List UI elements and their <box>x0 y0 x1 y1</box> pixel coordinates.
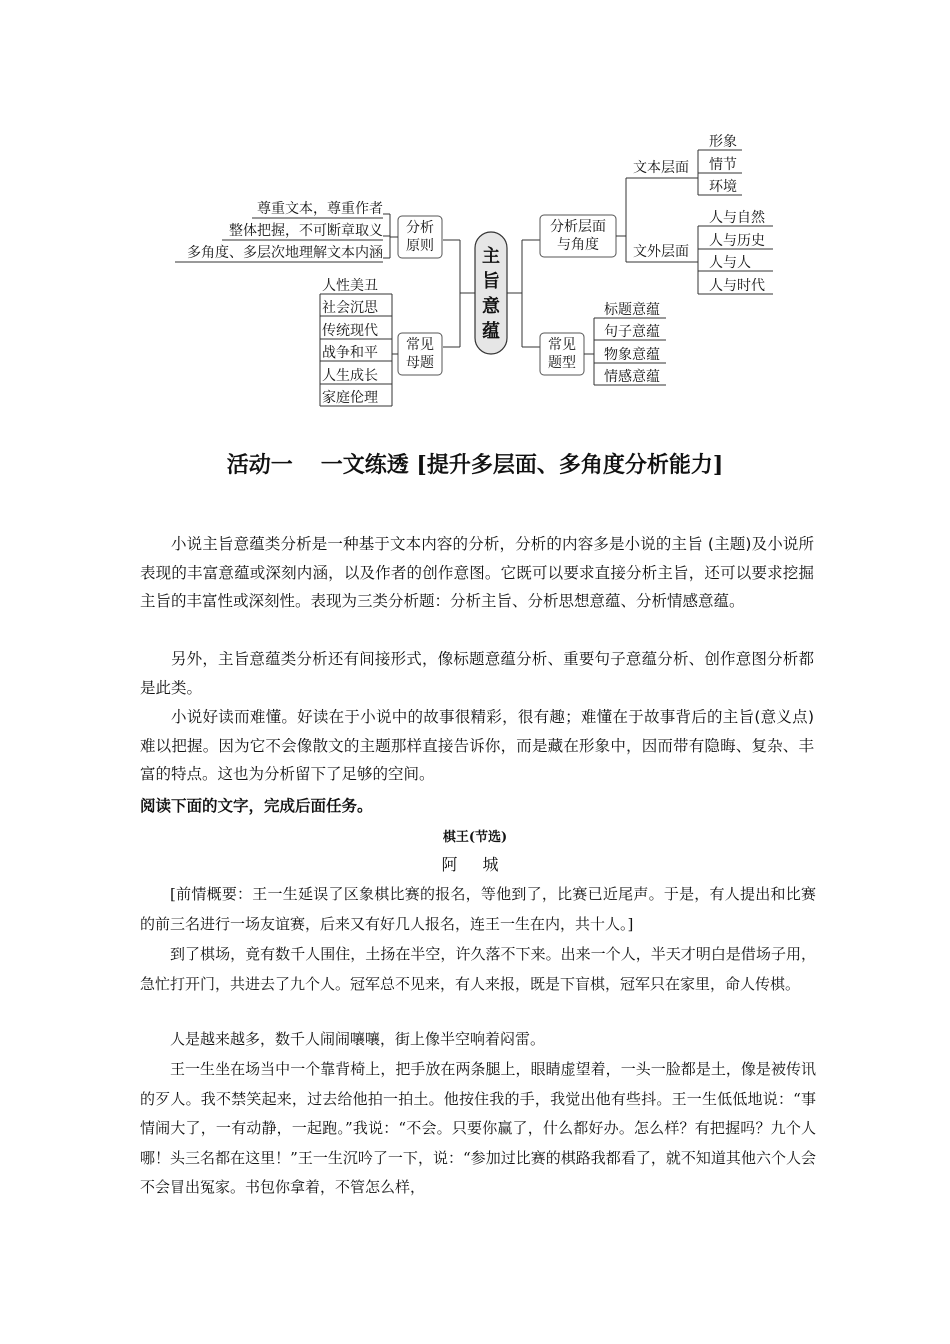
mindmap-center-char: 主 <box>482 246 500 267</box>
motif-item: 人生成长 <box>322 368 378 384</box>
passage-title: 棋王(节选) <box>442 830 508 845</box>
motifs-label: 常见 <box>406 337 434 353</box>
text-level-label: 文本层面 <box>633 160 689 176</box>
principle-item: 多角度、多层次地理解文本内涵 <box>187 245 383 261</box>
activity-heading <box>0 448 950 479</box>
story-paragraph: 人是越来越多，数千人闹闹嚷嚷，街上像半空响着闷雷。 <box>170 1030 546 1048</box>
intro-paragraph: 小说好读而难懂。好读在于小说中的故事很精彩，很有趣；难懂在于故事背后的主旨(意义点)难以把握。因为它不会像散文的主题那样直接告诉你，而是藏在形象中，因而带有隐晦、复杂、丰富的特点。这也为分析留下了足够的空间。 <box>140 708 814 783</box>
extra-level-item: 人与时代 <box>709 278 765 294</box>
motif-item: 家庭伦理 <box>322 390 378 406</box>
mind-map <box>0 0 950 420</box>
story-paragraph: [前情概要：王一生延误了区象棋比赛的报名，等他到了，比赛已近尾声。于是，有人提出和比赛的前三名进行一场友谊赛，后来又有好几人报名，连王一生在内，共十人。] <box>140 885 816 933</box>
question-types-label: 题型 <box>548 355 576 371</box>
extra-level-item: 人与人 <box>709 255 751 271</box>
mindmap-center-char: 意 <box>482 296 500 317</box>
question-type-item: 句子意蕴 <box>604 324 660 340</box>
activity-title: 一文练透 [提升多层面、多角度分析能力] <box>320 452 724 478</box>
question-type-item: 物象意蕴 <box>604 347 660 363</box>
principle-label: 分析 <box>406 220 434 236</box>
principle-item: 整体把握，不可断章取义 <box>229 223 383 239</box>
story-paragraph: 到了棋场，竟有数千人围住，土扬在半空，许久落不下来。出来一个人，半天才明白是借场子用，急忙打开门，共进去了九个人。冠军总不见来，有人来报，既是下盲棋，冠军只在家里，命人传棋。 <box>140 945 816 993</box>
levels-label: 与角度 <box>557 237 599 253</box>
levels-label: 分析层面 <box>550 219 606 235</box>
motif-item: 社会沉思 <box>322 300 378 316</box>
mindmap-center-char: 蕴 <box>482 321 500 342</box>
text-level-item: 环境 <box>709 179 737 195</box>
intro-paragraph: 另外，主旨意蕴类分析还有间接形式，像标题意蕴分析、重要句子意蕴分析、创作意图分析都是此类。 <box>140 650 814 697</box>
task-instruction: 阅读下面的文字，完成后面任务。 <box>140 797 373 815</box>
principle-item: 尊重文本，尊重作者 <box>257 201 383 217</box>
motif-item: 传统现代 <box>322 323 378 339</box>
question-type-item: 情感意蕴 <box>604 369 660 385</box>
principle-label: 原则 <box>406 238 434 254</box>
mindmap-center-char: 旨 <box>482 271 500 292</box>
activity-number: 活动一 <box>226 452 293 478</box>
extra-level-item: 人与历史 <box>709 233 765 249</box>
story-paragraph: 王一生坐在场当中一个靠背椅上，把手放在两条腿上，眼睛虚望着，一头一脸都是土，像是被传讯的歹人。我不禁笑起来，过去给他拍一拍土。他按住我的手，我觉出他有些抖。王一生低低地说：“事情闹大了，一有动静，一起跑。”我说：“不会。只要你赢了，什么都好办。怎么样？有把握吗？九个人哪！头三名都在这里！”王一生沉吟了一下，说：“参加过比赛的棋路我都看了，就不知道其他六个人会不会冒出冤家。书包你拿着，不管怎么样， <box>140 1060 816 1196</box>
motif-item: 战争和平 <box>322 345 378 361</box>
intro-paragraph: 小说主旨意蕴类分析是一种基于文本内容的分析，分析的内容多是小说的主旨 (主题)及小说所表现的丰富意蕴或深刻内涵，以及作者的创作意图。它既可以要求直接分析主旨，还可以要求挖掘主旨的丰富性或深刻性。表现为三类分析题：分析主旨、分析思想意蕴、分析情感意蕴。 <box>140 535 814 610</box>
question-types-label: 常见 <box>548 337 576 353</box>
passage-author: 阿 城 <box>441 855 509 874</box>
question-type-item: 标题意蕴 <box>604 302 660 318</box>
text-level-item: 形象 <box>709 134 737 150</box>
motifs-label: 母题 <box>406 355 434 371</box>
extra-level-item: 人与自然 <box>709 210 765 226</box>
text-level-item: 情节 <box>709 157 737 173</box>
extra-level-label: 文外层面 <box>633 244 689 260</box>
motif-item: 人性美丑 <box>322 278 378 294</box>
